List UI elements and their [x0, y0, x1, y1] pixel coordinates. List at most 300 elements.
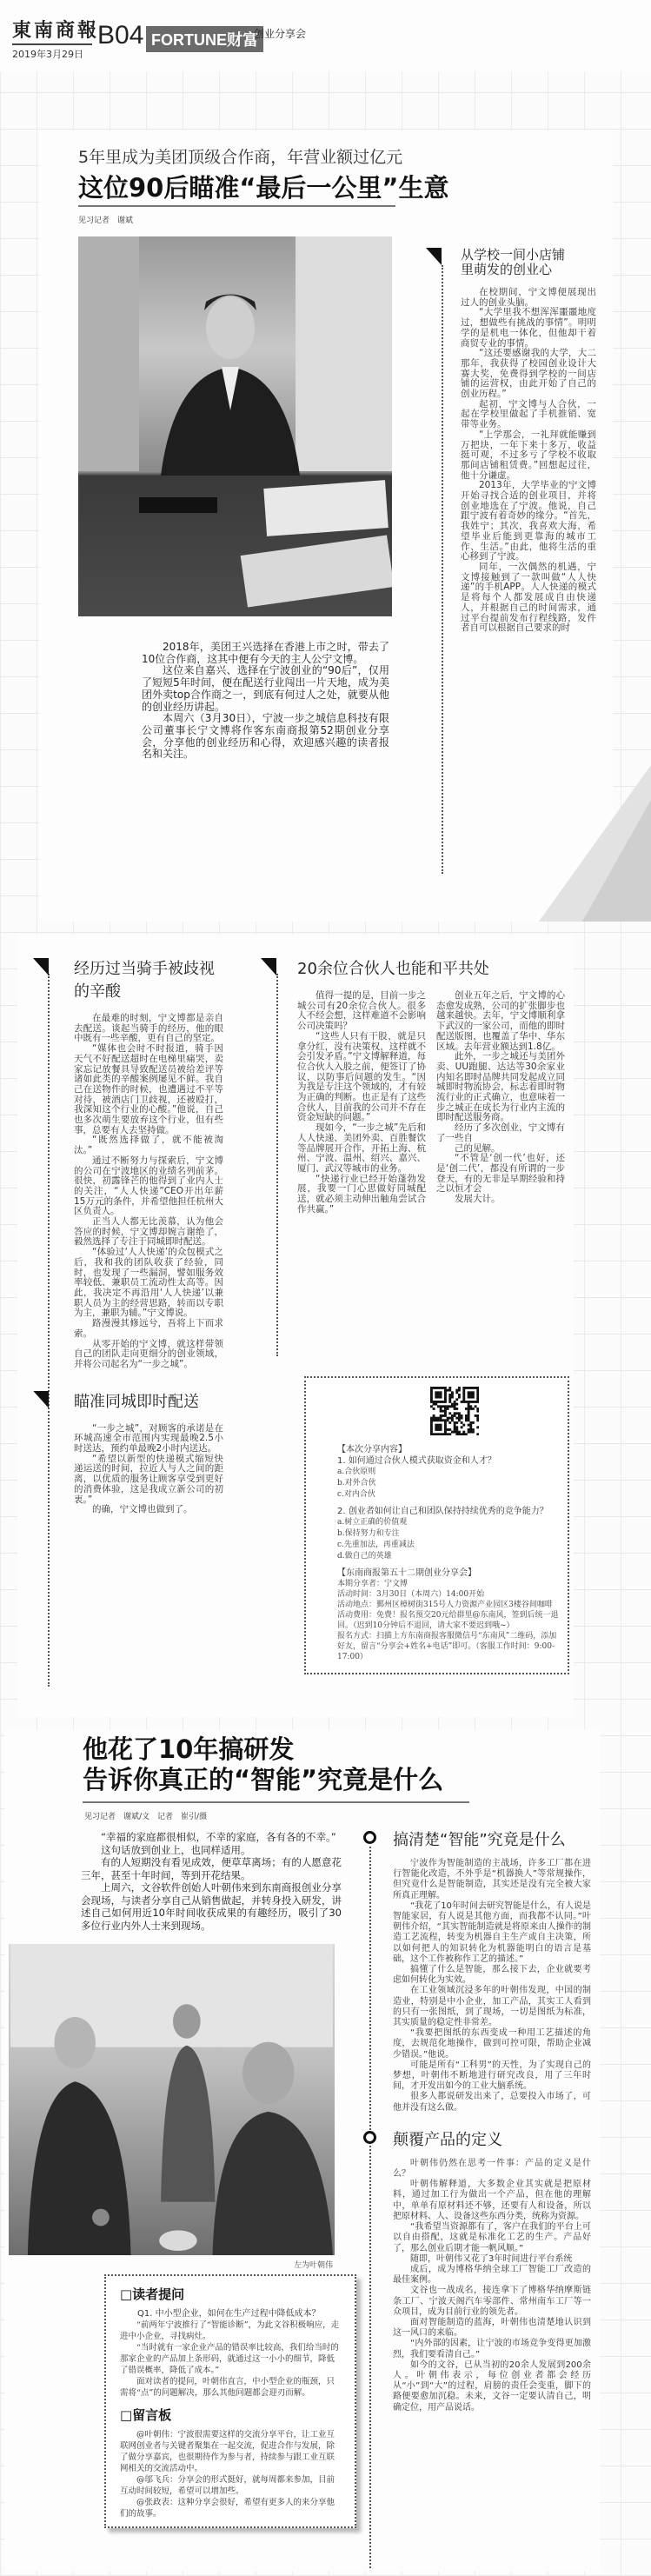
- section-marker-icon: [363, 2131, 376, 2144]
- qr-module: [444, 1398, 447, 1401]
- qr-module: [465, 1417, 468, 1420]
- qr-module: [444, 1419, 447, 1421]
- qr-module: [451, 1405, 454, 1408]
- qr-module: [444, 1401, 447, 1403]
- paragraph: “一步之城”，对顾客的承诺是在环城高速全市范围内实现最晚2.5小时送达，预约单最晚2小时内送达。: [74, 1422, 223, 1454]
- qr-module: [440, 1433, 442, 1435]
- section-body: [74, 1014, 223, 1370]
- article1-headline: 这位90后瞄准“最后一公里”生意: [78, 173, 449, 203]
- article2-lead: [81, 1831, 342, 1937]
- qr-module: [458, 1419, 461, 1421]
- paragraph: 可能是所有“工科男”的天性，为了实现自己的梦想，叶朝伟不断地进行研究改良，用了三年时间，才开发出如今的工业大脑系统。: [393, 2060, 591, 2092]
- qr-module: [448, 1396, 451, 1399]
- qr-module: [458, 1396, 461, 1399]
- paragraph: “这些人只有干股，就是只拿分红，没有决策权，这样就不会引发矛盾。”宁文博解释道，每位合伙人入股之前，便签订了协议，以防事后问题的发生。“因为我是专注这个领域的，才有较为正确的判断。也正是有了这些合伙人，目前我的公司并不存在资金短缺的问题。”: [297, 1030, 426, 1123]
- qr-module: [458, 1394, 461, 1396]
- column-divider: [442, 265, 443, 874]
- qr-module: [448, 1394, 451, 1396]
- qr-module: [444, 1396, 447, 1399]
- qr-module: [440, 1405, 442, 1408]
- qr-module: [465, 1408, 468, 1410]
- paragraph: c.对内合伙: [337, 1490, 375, 1499]
- qr-module: [435, 1394, 437, 1396]
- qr-module: [476, 1389, 479, 1392]
- event-title: 【东南商报第五十二期创业分享会】: [337, 1568, 476, 1578]
- qr-module: [472, 1396, 475, 1399]
- qr-module: [448, 1401, 451, 1403]
- section-partners: [297, 956, 565, 1215]
- qr-module: [469, 1396, 472, 1399]
- qr-module: [451, 1419, 454, 1421]
- qr-module: [469, 1394, 472, 1396]
- qr-module: [454, 1405, 456, 1408]
- message-board-messages: [120, 2429, 342, 2519]
- qr-module: [476, 1396, 479, 1399]
- qr-module: [451, 1394, 454, 1396]
- qr-module: [444, 1428, 447, 1431]
- paragraph: 在最难的时刻，宁文博都是亲自去配送。谈起当骑手的经历，他的眼中既有一些辛酸，更有自己的坚定。: [74, 1013, 223, 1044]
- paragraph: 的确，宁文博也做到了。: [92, 1504, 193, 1515]
- qr-module: [430, 1405, 433, 1408]
- paragraph: 在工业领域沉浸多年的叶朝伟发现，中国的制造业，特别是中小企业，加工产品，其实工人看到的只有一张图纸，到了现场，一切是图纸为标准，其实质量的稳定性非常差。: [393, 1986, 591, 2028]
- qr-module: [468, 1428, 470, 1431]
- qr-module: [465, 1414, 468, 1417]
- qr-module: [461, 1433, 463, 1435]
- qr-module: [448, 1417, 451, 1420]
- qr-module: [455, 1431, 458, 1434]
- qr-module: [440, 1391, 442, 1394]
- qr-module: [437, 1387, 440, 1389]
- qr-module: [462, 1389, 465, 1392]
- qr-module: [437, 1401, 440, 1403]
- qr-module: [444, 1412, 447, 1414]
- paragraph: c.先重加法，再重减法: [337, 1541, 415, 1549]
- qr-module: [448, 1387, 451, 1389]
- qr-module: [476, 1426, 479, 1428]
- paragraph: “快递行业已经开始蓬勃发展，我要一门心思做好同城配送，就必须主动伸出触角尝试合作共赢。”: [297, 1173, 426, 1215]
- paragraph: 活动费用：免费！报名预交20元给群里@东南风，签到后统一退回。（迟到10分钟后不退回，请大家不要迟到哦~）: [337, 1611, 559, 1630]
- qr-module: [442, 1410, 444, 1413]
- qr-module: [444, 1405, 447, 1408]
- qr-module: [451, 1417, 454, 1420]
- qr-module: [444, 1394, 447, 1396]
- qr-module: [435, 1426, 437, 1428]
- article1-byline: 见习记者 谢斌: [78, 216, 134, 225]
- qr-module: [433, 1401, 435, 1403]
- qr-module: [447, 1405, 449, 1408]
- qr-module: [448, 1389, 451, 1392]
- qr-module: [433, 1419, 435, 1421]
- qr-module: [440, 1401, 442, 1403]
- paragraph: 2013年，大学毕业的宁文博开始寻找合适的创业项目，并将创业地选在了宁波。他说，自己跟宁波有着奇妙的缘分。“首先，我姓宁；其次，我喜欢大海，希望毕业后能到更靠海的城市工作、生活。”由此，他将生活的重心移到了宁波。: [461, 480, 596, 562]
- paragraph: 活动时间：3月30日（本周六）14:00开始: [337, 1590, 485, 1599]
- qr-module: [476, 1394, 479, 1396]
- section-what-is-smart: [393, 1827, 591, 2113]
- qr-module: [465, 1433, 468, 1435]
- qr-module: [433, 1414, 435, 1417]
- qr-module: [461, 1417, 463, 1420]
- article2-headline-line2: 告诉你真正的“智能”究竟是什么: [83, 1765, 444, 1794]
- headline-rule: [78, 205, 395, 207]
- paragraph: 通过不断努力与探索后，宁文博的公司在宁波地区的业绩名列前茅。很快，初露锋芒的他得到了业内人士的关注，“人人快递”CEO开出年薪15万元的条件，并希望他担任杭州大区负责人。: [74, 1155, 223, 1217]
- qr-module: [472, 1387, 475, 1389]
- qr-module: [440, 1410, 442, 1413]
- section-same-city-delivery: [74, 1389, 223, 1515]
- qr-module: [465, 1401, 468, 1403]
- qr-module: [435, 1417, 437, 1420]
- qr-module: [469, 1405, 472, 1408]
- paragraph: 路漫漫其修远兮，吾将上下而求索。: [74, 1318, 223, 1339]
- paragraph: 叶朝伟仍然在思考一件事：产品的定义是什么？: [393, 2158, 591, 2180]
- qr-module: [430, 1433, 433, 1435]
- qr-module: [430, 1391, 433, 1394]
- qr-module: [458, 1412, 461, 1414]
- qr-module: [468, 1410, 470, 1413]
- qr-module: [461, 1421, 463, 1424]
- question-2: 2. 创业者如何让自己和团队保持持续优秀的竞争能力？: [337, 1507, 548, 1516]
- qr-module: [435, 1401, 437, 1403]
- qr-module: [437, 1396, 440, 1399]
- event-info-box: [304, 1376, 569, 1674]
- column-divider: [276, 974, 278, 1356]
- qr-module: [430, 1401, 433, 1403]
- qr-module: [469, 1391, 472, 1394]
- qr-module: [444, 1391, 447, 1394]
- paragraph: “希望以新型的快递模式缩短快递运送的时间，拉近人与人之间的距离，以优质的服务让顾客享受到更好的消费体验，这是我成立新公司的初衷。”: [74, 1453, 223, 1505]
- paragraph: @叶朝伟：宁波很需要这样的交流分享平台，让工业互联网创业者与关键者聚集在一起交流，促进合作与发展，除了做分享嘉宾，也很期待作为参与者，持续参与跟工业互联网相关的交流活动中。: [120, 2430, 335, 2473]
- section-from-school-shop: [461, 248, 596, 634]
- qr-module: [468, 1394, 470, 1396]
- qr-module: [451, 1396, 454, 1399]
- qr-module: [437, 1426, 440, 1428]
- qr-module: [430, 1396, 433, 1399]
- paragraph: 面对读者的提问，叶朝伟直言，中小型企业的瓶颈，只需将“点”的问题解决，那么其他问题都会迎刃而解。: [120, 2377, 335, 2398]
- content-title: 【本次分享内容】: [337, 1445, 407, 1454]
- qr-module: [454, 1431, 456, 1434]
- qr-module: [435, 1387, 437, 1389]
- column-divider: [48, 974, 50, 1687]
- qr-module: [440, 1408, 442, 1410]
- paragraph: 起初，宁文博与人合伙，一起在学校里做起了手机推销、宽带等业务。: [461, 398, 596, 430]
- section-marker-icon: [363, 1831, 376, 1844]
- qr-module: [435, 1396, 437, 1399]
- qr-module: [442, 1433, 444, 1435]
- paragraph: 创业五年之后，宁文博的心态愈发成熟，公司的扩张脚步也越来越快。去年，宁文博顺利拿下武汉的一家公司，而他的即时配送版图，也覆盖了华中、华东区域。去年营业额达到1.8亿。: [436, 990, 565, 1052]
- qr-module: [468, 1408, 470, 1410]
- issue-date: 2019年3月29日: [12, 43, 92, 61]
- qr-module: [435, 1419, 437, 1421]
- qr-module: [444, 1410, 447, 1413]
- qr-module: [468, 1405, 470, 1408]
- qr-module: [444, 1421, 447, 1424]
- qr-module: [462, 1424, 465, 1427]
- qr-module: [447, 1389, 449, 1392]
- qr-module: [476, 1410, 479, 1413]
- qr-module: [468, 1401, 470, 1403]
- qr-module: [454, 1426, 456, 1428]
- question-1: 1. 如何通过合伙人模式获取资金和人才？: [337, 1456, 496, 1466]
- qr-module: [469, 1387, 472, 1389]
- qr-module: [440, 1428, 442, 1431]
- qr-module: [435, 1424, 437, 1427]
- qr-module: [430, 1428, 433, 1431]
- article2-headline-line1: 他花了10年搞研发: [83, 1734, 295, 1764]
- qr-module: [462, 1387, 465, 1389]
- paragraph: 己的见解。: [455, 1142, 501, 1154]
- qr-module: [476, 1417, 479, 1420]
- qr-module: [430, 1424, 433, 1427]
- qr-module: [451, 1431, 454, 1434]
- paragraph: 值得一提的是，目前一步之城公司有20余位合伙人。很多人不经会想，这样难道不会影响公司决策吗？: [297, 990, 426, 1032]
- qr-module: [454, 1408, 456, 1410]
- qr-module: [447, 1419, 449, 1421]
- qr-module: [469, 1428, 472, 1431]
- paragraph: “前两年宁波推行了“智能诊断”，为此文谷积极响应，走进中小企业，寻找病灶。: [120, 2320, 340, 2341]
- paragraph: 有的人短期没有看见成效，便草草离场；有的人愿意花三年，甚至十年时间，等到开花结果。: [81, 1856, 342, 1881]
- qr-module: [461, 1414, 463, 1417]
- wechat-qr-code[interactable]: [430, 1387, 479, 1435]
- qr-module: [475, 1405, 477, 1408]
- decorative-triangles: [521, 765, 651, 922]
- paragraph: 在校期间，宁文博便展现出过人的创业头脑。: [461, 287, 596, 308]
- qr-module: [440, 1424, 442, 1427]
- paragraph: “我要把图纸的东西变成一种用工艺描述的角度，去规范化地操作，做到可控可限，帮助企业减少错误。”他说。: [393, 2028, 591, 2060]
- qr-module: [461, 1401, 463, 1403]
- paragraph: 现如今，“一步之城”先后和人人快递、美团外卖、百胜餐饮等品牌展开合作，开拓上海、杭州、宁波、温州、绍兴、嘉兴、厦门、武汉等城市的业务。: [297, 1122, 426, 1174]
- qr-module: [442, 1414, 444, 1417]
- qr-module: [475, 1387, 477, 1389]
- qr-module: [468, 1391, 470, 1394]
- paragraph: “上学那会，一礼拜就能赚到万把块，一年下来十多万，收益挺可观，不过多亏了学校不收取那间店铺租赁费。”回想起过往，他十分谦虚。: [461, 429, 596, 481]
- qr-module: [461, 1426, 463, 1428]
- qr-module: [455, 1403, 458, 1406]
- article2-photo: [9, 1944, 335, 2255]
- column-name: 创业分享会: [254, 28, 307, 40]
- paragraph: 很多人都说研发出来了，总要投入市场了，可他并没有这么做。: [393, 2092, 591, 2113]
- section-heading: 从学校一间小店铺里萌发的创业心: [461, 247, 566, 277]
- paragraph: 文谷也一战成名，接连拿下了博格华纳摩斯链条工厂、宁波天阁汽车零部件、常州南车工厂等一众项目，成为目前行业的领先者。: [393, 2286, 591, 2317]
- section-badge: FORTUNE财富: [146, 26, 263, 52]
- paragraph: 从零开始的宁文博，就这样带领自己的团队走向更细分的创业领域，并将公司起名为“一步之城”。: [74, 1338, 223, 1369]
- qr-module: [433, 1417, 435, 1420]
- qr-module: [440, 1387, 442, 1389]
- qr-module: [458, 1431, 461, 1434]
- qr-module: [437, 1424, 440, 1427]
- qr-module: [469, 1424, 472, 1427]
- qr-module: [472, 1408, 475, 1410]
- qr-module: [469, 1426, 472, 1428]
- section-body: [74, 1424, 223, 1515]
- paragraph: “媒体也会时不时报道，骑手因天气不好配送超时在电梯里痛哭，卖家忘记放餐具导致配送员被给差评等诸如此类的辛酸案例屡见不鲜。我自己在送物件的时候，也遭遇过不平等对待，被酒店门卫歧视，还被殴打，我深知这个行业的心酸。”他说，自己也多次萌生要放弃这个行业，但有些事，总要有人去坚持做。: [74, 1043, 223, 1135]
- photo-caption: 左为叶朝伟: [294, 2261, 334, 2270]
- qr-module: [458, 1387, 461, 1389]
- qr-module: [437, 1417, 440, 1420]
- qr-module: [430, 1394, 433, 1396]
- qr-module: [455, 1389, 458, 1392]
- qr-module: [475, 1401, 477, 1403]
- reader-answers: [120, 2320, 342, 2399]
- section-heading: 20余位合伙人也能和平共处: [297, 960, 489, 978]
- qr-module: [472, 1401, 475, 1403]
- qr-module: [465, 1419, 468, 1421]
- qr-module: [476, 1398, 479, 1401]
- qr-module: [468, 1403, 470, 1406]
- qr-module: [433, 1387, 435, 1389]
- section-heading: 搞清楚“智能”究竟是什么: [393, 1831, 566, 1849]
- reader-questions-title: □读者提问: [120, 2286, 185, 2302]
- qr-module: [451, 1414, 454, 1417]
- paragraph: 这位来自嘉兴、选择在宁波创业的“90后”，仅用了短短5年时间，便在配送行业闯出一片天地，成为美团外卖top合作商之一，到底有何过人之处，就要从他的创业经历讲起。: [142, 664, 389, 713]
- reader-box: [104, 2274, 356, 2528]
- qr-module: [437, 1433, 440, 1435]
- article1-subtitle: 5年里成为美团顶级合作商，年营业额过亿元: [78, 148, 403, 167]
- qr-module: [469, 1431, 472, 1434]
- qr-module: [455, 1391, 458, 1394]
- question-2-items: [337, 1517, 559, 1562]
- paragraph: 本期分享者：宁文博: [337, 1580, 409, 1588]
- qr-module: [454, 1424, 456, 1427]
- qr-module: [454, 1414, 456, 1417]
- qr-module: [448, 1398, 451, 1401]
- paragraph: b.对外合伙: [337, 1479, 376, 1488]
- qr-module: [462, 1391, 465, 1394]
- qr-module: [468, 1431, 470, 1434]
- paragraph: 同年，一次偶然的机遇，宁文博接触到了一款叫做“人人快递”的手机APP。人人快递的模式是将每个人都发展成自由快递人，并根据自己的时间需求，通过平台提前发布行程线路，发件者自可以根据自己要求的时: [461, 561, 596, 634]
- qr-module: [476, 1414, 479, 1417]
- paragraph: 正当人人都无比羡慕，认为他会答应的时候，宁文博却婉言谢绝了，毅然选择了专注于同城即时配送。: [74, 1216, 223, 1248]
- qr-module: [472, 1431, 475, 1434]
- qr-module: [437, 1405, 440, 1408]
- qr-module: [476, 1433, 479, 1435]
- qr-module: [447, 1433, 449, 1435]
- article1-photo: [78, 236, 392, 616]
- qr-module: [455, 1433, 458, 1435]
- qr-module: [437, 1419, 440, 1421]
- qr-module: [451, 1391, 454, 1394]
- paragraph: “既然选择做了，就不能被淘汰。”: [74, 1135, 223, 1156]
- qr-module: [440, 1426, 442, 1428]
- section-body-col2: [436, 1144, 565, 1205]
- qr-module: [455, 1421, 458, 1424]
- paragraph: “当时就有一家企业产品的错误率比较高，我们给当时的那家企业的产品加上条形码，就通过这一小小的细节，降低了错误概率，降低了成本。”: [120, 2343, 339, 2375]
- paragraph: 此外，一步之城还与美团外卖、UU跑腿、达达等30余家业内知名即时品牌共同发起成立同城即时物流协会，标志着即时物流行业的正式确立，也意味着一步之城正在成长为行业内主流的即时配送服务商。: [436, 1051, 565, 1123]
- qr-module: [442, 1401, 444, 1403]
- qr-module: [462, 1396, 465, 1399]
- qr-module: [468, 1412, 470, 1414]
- qr-module: [462, 1431, 465, 1434]
- qr-module: [468, 1417, 470, 1420]
- section-heading: 颠覆产品的定义: [393, 2130, 502, 2149]
- newspaper-logo: 東南商報: [12, 19, 100, 42]
- paragraph: d.做自己的英雄: [337, 1552, 392, 1561]
- qr-module: [455, 1426, 458, 1428]
- qr-module: [447, 1408, 449, 1410]
- qr-module: [458, 1417, 461, 1420]
- qr-module: [462, 1398, 465, 1401]
- paragraph: 2018年，美团王兴选择在香港上市之时，带去了10位合作商，这其中便有今天的主人公宁文博。: [142, 641, 389, 665]
- qr-module: [435, 1428, 437, 1431]
- qr-module: [444, 1426, 447, 1428]
- section-product-definition: [393, 2127, 591, 2413]
- qr-module: [444, 1387, 447, 1389]
- qr-module: [469, 1421, 472, 1424]
- article2-byline: 见习记者 谢斌/文 记者 崔引/摄: [84, 1813, 208, 1821]
- qr-module: [454, 1421, 456, 1424]
- paragraph: 如今的文谷，已从当初的20余人发展到200余人。叶朝伟表示，每位创业者都会经历从“小”到“大”的过程，肩膀的责任会变重，脚下的路便要愈加沉稳。未来，文谷一定要认清自己，明确定位，用产品说话。: [393, 2360, 591, 2413]
- qr-module: [454, 1403, 456, 1406]
- qr-module: [440, 1414, 442, 1417]
- qr-module: [468, 1414, 470, 1417]
- qr-module: [444, 1433, 447, 1435]
- qr-module: [468, 1387, 470, 1389]
- message-board-title: □留言板: [120, 2407, 172, 2423]
- qr-module: [468, 1424, 470, 1427]
- paragraph: @邬飞兵：分享会的形式挺好，就每周都来参加，目前互动时间较短，希望可以增加些。: [120, 2475, 335, 2496]
- qr-module: [448, 1421, 451, 1424]
- paragraph: 本周六（3月30日），宁波一步之城信息科技有限公司董事长宁文博将作客东南商报第52期创业分享会，分享他的创业经历和心得，欢迎感兴趣的读者报名和关注。: [142, 712, 389, 761]
- paragraph: 面对智能制造的蓝海，叶朝伟也清楚地认识到这一风口的来临。: [393, 2317, 591, 2339]
- qr-module: [442, 1405, 444, 1408]
- qr-module: [454, 1401, 456, 1403]
- qr-module: [448, 1405, 451, 1408]
- paragraph: “体验过‘人人快递’的众包模式之后，我和我的团队收获了经验，同时，也发现了一些漏洞，譬如服务效率较低、兼职员工流动性太高等。因此，我决定不再沿用‘人人快递’以兼职人员为主的经营思路，转而以专职为主，兼职为辅。”宁文博说。: [74, 1247, 223, 1319]
- qr-module: [472, 1394, 475, 1396]
- qr-module: [444, 1408, 447, 1410]
- qr-module: [430, 1431, 433, 1434]
- qr-module: [454, 1428, 456, 1431]
- qr-module: [447, 1428, 449, 1431]
- qr-module: [433, 1403, 435, 1406]
- qr-module: [430, 1389, 433, 1392]
- qr-module: [462, 1394, 465, 1396]
- section-body-two-columns: [297, 991, 565, 1215]
- section-body: [393, 1859, 591, 2113]
- section-rider-hardship: [74, 956, 223, 1370]
- qr-module: [440, 1419, 442, 1421]
- paragraph: 上周六，文谷软件创始人叶朝伟来到东南商报创业分享会现场，与读者分享自己从销售做起，并转身投入研发，讲述自己如何用近10年时间收获成果的有趣经历，吸引了30多位行业内外人士来到现场。: [81, 1881, 342, 1932]
- paragraph: 这句话放到创业上，也同样适用。: [101, 1843, 251, 1856]
- qr-module: [458, 1389, 461, 1392]
- column-divider: [369, 1847, 371, 2568]
- qr-module: [451, 1403, 454, 1406]
- paragraph: 活动地点：鄞州区樟树街315号人力资源产业园区3楼谷间咖啡: [337, 1601, 553, 1609]
- qr-module: [440, 1396, 442, 1399]
- paragraph: “我花了10年时间去研究智能是什么，有人说是智能家居，有人说是其他方面，而我都不认同。”叶朝伟介绍，“其实智能制造就是将原来由人操作的制造工艺流程，转变为机器自主生产或自主决策，所以如何把人的知识转化为机器能明白的语言是基础，这个工作被称作工艺的描述。”: [393, 1900, 591, 1964]
- qr-module: [430, 1417, 433, 1420]
- qr-module: [476, 1408, 479, 1410]
- qr-module: [469, 1401, 472, 1403]
- qr-module: [458, 1433, 461, 1435]
- section-heading: 瞄准同城即时配送: [74, 1392, 199, 1411]
- paragraph: b.保持努力和专注: [337, 1529, 400, 1538]
- paragraph: 发展大计。: [455, 1194, 501, 1205]
- qr-module: [454, 1412, 456, 1414]
- paragraph: 报名方式：扫描上方东南商报客服微信号“东南风”二维码，添加好友，留言“分享会+姓名+电话”即可。（客服工作时间：9:00-17:00）: [337, 1632, 557, 1661]
- qr-module: [476, 1387, 479, 1389]
- article1-lead: [142, 642, 389, 761]
- paragraph: “这还要感谢我的大学，大二那年，我获得了校园创业设计大赛大奖，免费得到学校的一间店铺的运营权，由此开始了自己的创业历程。”: [461, 348, 596, 400]
- qr-module: [433, 1408, 435, 1410]
- qr-module: [472, 1391, 475, 1394]
- qr-module: [472, 1421, 475, 1424]
- qr-module: [455, 1428, 458, 1431]
- qr-module: [435, 1403, 437, 1406]
- paragraph: 叶朝伟解释道，大多数企业其实就是把原材料，通过加工行为做出一个产品，但在他的理解中，单单有原材料还不够，还要有人和设备，所以把原材料、人、设备这些东西分类，统称为资源。: [393, 2180, 591, 2221]
- qr-module: [448, 1412, 451, 1414]
- qr-module: [468, 1419, 470, 1421]
- qr-module: [476, 1391, 479, 1394]
- qr-module: [440, 1394, 442, 1396]
